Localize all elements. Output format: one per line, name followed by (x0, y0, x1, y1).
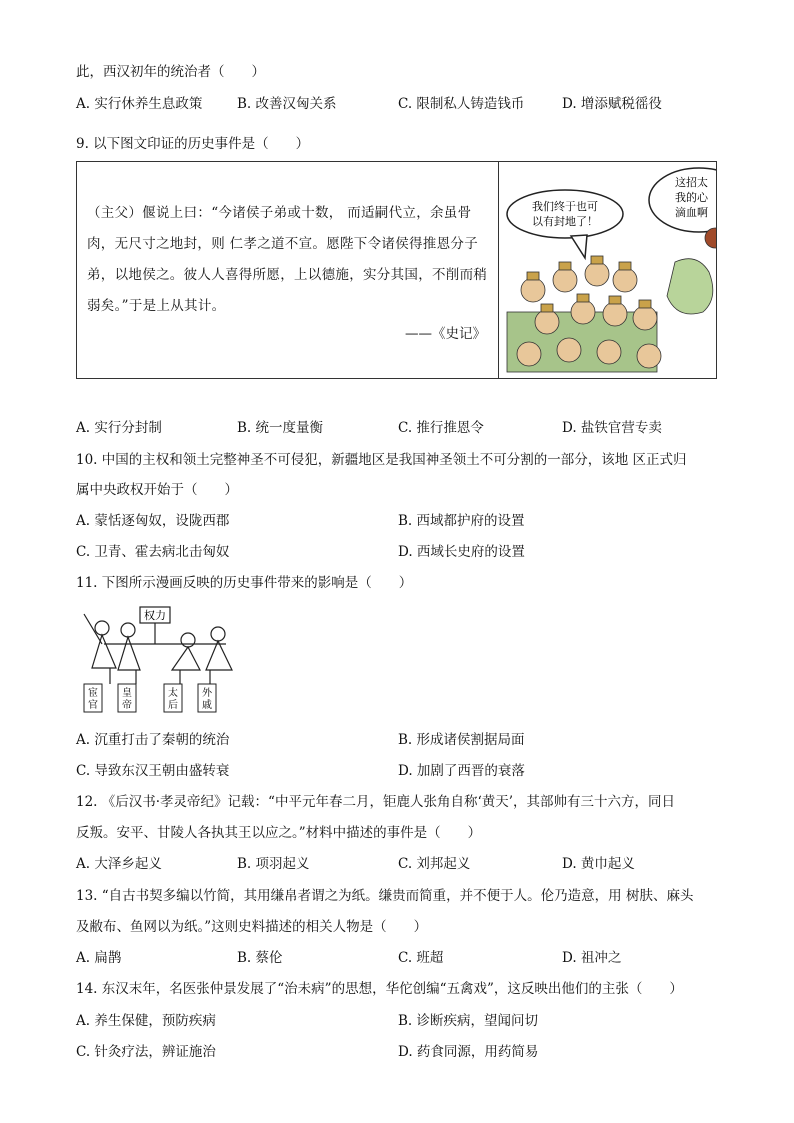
q11-option-b: B. 形成诸侯割据局面 (398, 732, 525, 748)
q14-option-b: B. 诊断疾病，望闻问切 (398, 1013, 539, 1029)
q9-figure-box (76, 161, 717, 379)
q14-stem: 14. 东汉末年，名医张仲景发展了“治未病”的思想，华佗创编“五禽戏”，这反映出他们的主张（ ） (76, 981, 683, 997)
bubble2-line1: 这招太 (675, 176, 708, 189)
q11-option-d: D. 加剧了西晋的衰落 (398, 763, 525, 779)
q14-option-c: C. 针灸疗法，辨证施治 (76, 1044, 216, 1060)
q9-passage-cell (77, 162, 499, 378)
label-empress-dowager-2: 后 (168, 700, 178, 711)
q9-option-d: D. 盐铁官营专卖 (562, 420, 662, 436)
q13-option-c: C. 班超 (398, 950, 444, 966)
q12-option-d: D. 黄巾起义 (562, 856, 635, 872)
label-emperor-1: 皇 (122, 688, 132, 699)
label-eunuch-1: 宦 (88, 688, 98, 699)
q10-line1: 10. 中国的主权和领土完整神圣不可侵犯，新疆地区是我国神圣领土不可分割的一部分，该地 区正式归 (76, 452, 687, 468)
bubble1-line2: 以有封地了！ (532, 215, 598, 228)
q13-option-a: A. 扁鹊 (76, 950, 122, 966)
bubble2-line2: 我的心 (675, 191, 708, 204)
q8-stem: 此，西汉初年的统治者（ ） (76, 64, 265, 80)
cartoon-power-label: 权力 (144, 609, 166, 622)
q10-line2: 属中央政权开始于（ ） (76, 482, 238, 498)
q8-option-d: D. 增添赋税徭役 (562, 96, 662, 112)
q9-cartoon (499, 162, 717, 378)
label-emperor-2: 帝 (122, 700, 132, 711)
q9-source: ——《史记》 (405, 326, 486, 342)
q11-option-a: A. 沉重打击了秦朝的统治 (76, 732, 230, 748)
q12-option-b: B. 项羽起义 (237, 856, 310, 872)
q11-option-c: C. 导致东汉王朝由盛转衰 (76, 763, 230, 779)
q13-line2: 及敝布、鱼网以为纸。”这则史料描述的相关人物是（ ） (76, 919, 428, 935)
label-eunuch-2: 官 (88, 700, 98, 711)
q9-option-a: A. 实行分封制 (76, 420, 162, 436)
q11-stem: 11. 下图所示漫画反映的历史事件带来的影响是（ ） (76, 575, 413, 591)
q12-option-c: C. 刘邦起义 (398, 856, 471, 872)
bubble1-line1: 我们终于也可 (532, 200, 598, 213)
q12-line2: 反叛。安平、甘陵人各执其王以应之。”材料中描述的事件是（ ） (76, 825, 482, 841)
q13-option-b: B. 蔡伦 (237, 950, 283, 966)
q8-option-a: A. 实行休养生息政策 (76, 96, 203, 112)
q9-stem: 9. 以下图文印证的历史事件是（ ） (76, 136, 310, 152)
q8-option-b: B. 改善汉匈关系 (237, 96, 337, 112)
q8-option-c: C. 限制私人铸造钱币 (398, 96, 525, 112)
q10-option-d: D. 西域长史府的设置 (398, 544, 525, 560)
label-consort-clan-2: 戚 (202, 700, 212, 711)
label-consort-clan-1: 外 (202, 688, 212, 699)
power-struggle-cartoon (76, 604, 246, 716)
q10-option-b: B. 西域都护府的设置 (398, 513, 525, 529)
q10-option-a: A. 蒙恬逐匈奴，设陇西郡 (76, 513, 230, 529)
vassals-cartoon-illustration (499, 162, 717, 378)
q9-passage: （主父）偃说上曰：“今诸侯子弟或十数， 而适嗣代立，余虽骨肉，无尺寸之地封，则 仁孝之道不宣。愿陛下令诸侯得推恩分子弟，以地侯之。彼人人喜得所愿，上以德施，实分其国，不削而稍弱矣。”于是上从其计。 (87, 205, 488, 314)
q14-option-a: A. 养生保健，预防疾病 (76, 1013, 216, 1029)
q10-option-c: C. 卫青、霍去病北击匈奴 (76, 544, 230, 560)
q12-line1: 12. 《后汉书·孝灵帝纪》记载：“中平元年春二月，钜鹿人张角自称‘黄天’，其部帅有三十六方，同日 (76, 794, 676, 810)
q13-line1: 13. “自古书契多编以竹简，其用缣帛者谓之为纸。缣贵而简重，并不便于人。伦乃造意，用 树肤、麻头 (76, 888, 694, 904)
q12-option-a: A. 大泽乡起义 (76, 856, 162, 872)
q9-option-b: B. 统一度量衡 (237, 420, 324, 436)
q13-option-d: D. 祖冲之 (562, 950, 622, 966)
q14-option-d: D. 药食同源，用药简易 (398, 1044, 539, 1060)
label-empress-dowager-1: 太 (168, 688, 178, 699)
q9-option-c: C. 推行推恩令 (398, 420, 484, 436)
bubble2-line3: 滴血啊 (675, 206, 708, 219)
